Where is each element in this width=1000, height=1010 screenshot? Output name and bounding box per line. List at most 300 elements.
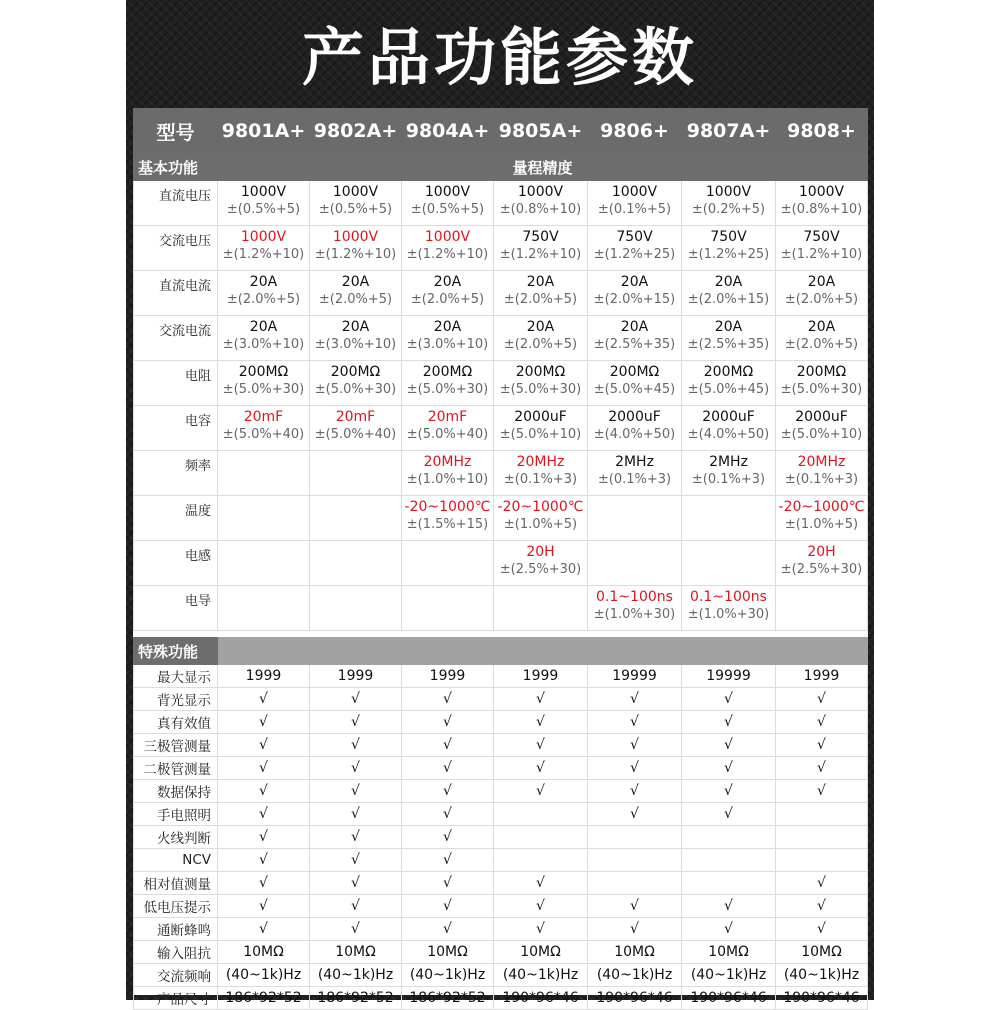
spec-cell [402,316,494,361]
spec-range: 20A [433,274,462,290]
spec-range: 1000V [332,184,379,200]
spec-range: 20mF [335,409,376,425]
spec-cell [588,406,682,451]
check-mark-icon: √ [218,895,310,918]
feature-label: 低电压提示 [134,895,218,918]
spec-accuracy: ±(5.0%+40) [406,427,489,442]
spec-range: 1000V [332,229,379,245]
model-name: 9805A+ [494,109,588,154]
spec-range: 20A [249,274,278,290]
spec-range: 20mF [427,409,468,425]
feature-label: 交流频响 [134,964,218,987]
spec-cell [310,406,402,451]
spec-row [134,586,868,631]
feature-row [134,734,868,757]
check-mark-icon: √ [588,780,682,803]
model-name: 9806+ [588,109,682,154]
spec-accuracy: ±(2.0%+5) [784,337,859,352]
spec-cell [588,181,682,226]
feature-row [134,964,868,987]
feature-row [134,803,868,826]
feature-value: 19999 [682,665,776,688]
check-mark-icon: √ [218,803,310,826]
feature-label: 相对值测量 [134,872,218,895]
feature-value: 10MΩ [218,941,310,964]
section-special-label: 特殊功能 [134,638,218,665]
spec-cell [776,496,868,541]
spec-cell [588,541,682,586]
spec-label: 电阻 [134,361,218,406]
spec-accuracy: ±(3.0%+10) [406,337,489,352]
spec-row [134,451,868,496]
feature-value: 190*96*46 [682,987,776,1010]
spec-cell [494,496,588,541]
spec-cell [402,451,494,496]
spec-cell [776,586,868,631]
spec-range: 2000uF [514,409,567,425]
spec-accuracy: ±(0.5%+5) [318,202,393,217]
model-name: 9804A+ [402,109,494,154]
feature-value: 186*92*52 [310,987,402,1010]
feature-value [776,826,868,849]
check-mark-icon: √ [494,688,588,711]
spec-accuracy: ±(5.0%+10) [780,427,863,442]
spec-label: 温度 [134,496,218,541]
spec-range: 1000V [240,184,287,200]
check-mark-icon: √ [682,780,776,803]
check-mark-icon: √ [310,711,402,734]
check-mark-icon: √ [682,918,776,941]
check-mark-icon: √ [310,895,402,918]
check-mark-icon: √ [310,780,402,803]
spec-cell [310,541,402,586]
spec-range: 1000V [611,184,658,200]
feature-row [134,872,868,895]
check-mark-icon: √ [218,688,310,711]
check-mark-icon: √ [776,918,868,941]
check-mark-icon: √ [682,895,776,918]
spec-cell [494,316,588,361]
check-mark-icon: √ [494,734,588,757]
feature-value: 190*96*46 [494,987,588,1010]
feature-label: 最大显示 [134,665,218,688]
feature-value: (40~1k)Hz [218,964,310,987]
spec-accuracy: ±(3.0%+10) [222,337,305,352]
spec-accuracy: ±(2.5%+35) [687,337,770,352]
feature-value: 1999 [776,665,868,688]
spec-label: 电容 [134,406,218,451]
feature-row [134,688,868,711]
check-mark-icon: √ [402,757,494,780]
feature-value: 190*96*46 [588,987,682,1010]
spec-row [134,361,868,406]
spec-accuracy: ±(5.0%+30) [314,382,397,397]
spec-accuracy: ±(1.2%+10) [406,247,489,262]
spec-cell [310,451,402,496]
spec-range: 1000V [424,184,471,200]
spec-range: 200MΩ [330,364,381,380]
feature-value [588,826,682,849]
feature-value: 10MΩ [776,941,868,964]
spec-cell [218,406,310,451]
spec-range: 20mF [243,409,284,425]
feature-label: 火线判断 [134,826,218,849]
gap-cell [682,631,776,638]
spec-cell [494,181,588,226]
spec-row [134,181,868,226]
spec-accuracy: ±(0.2%+5) [691,202,766,217]
feature-row [134,987,868,1010]
page-title: 产品功能参数 [301,21,698,94]
check-mark-icon: √ [494,872,588,895]
spec-range: 20A [341,274,370,290]
spec-cell [588,586,682,631]
feature-label: 数据保持 [134,780,218,803]
spec-cell [682,181,776,226]
spec-range: 200MΩ [609,364,660,380]
check-mark-icon: √ [682,711,776,734]
check-mark-icon: √ [402,780,494,803]
feature-row [134,780,868,803]
spec-cell [776,316,868,361]
feature-label: 输入阻抗 [134,941,218,964]
spec-range: 20A [249,319,278,335]
feature-row [134,895,868,918]
spec-accuracy: ±(4.0%+50) [593,427,676,442]
spec-cell [310,271,402,316]
spec-cell [402,361,494,406]
feature-label: 背光显示 [134,688,218,711]
model-name: 9802A+ [310,109,402,154]
feature-row [134,849,868,872]
spec-accuracy: ±(1.0%+30) [593,607,676,622]
spec-cell [776,361,868,406]
spec-accuracy: ±(2.0%+15) [593,292,676,307]
check-mark-icon: √ [310,803,402,826]
spec-cell [682,316,776,361]
check-mark-icon: √ [776,734,868,757]
spec-cell [494,541,588,586]
spec-accuracy: ±(0.1%+3) [784,472,859,487]
check-mark-icon: √ [218,757,310,780]
spec-cell [218,541,310,586]
spec-cell [402,406,494,451]
feature-value: (40~1k)Hz [682,964,776,987]
check-mark-icon: √ [310,918,402,941]
feature-label: 真有效值 [134,711,218,734]
section-basic-row [134,154,868,181]
feature-value: 1999 [494,665,588,688]
spec-cell [682,496,776,541]
check-mark-icon: √ [682,688,776,711]
check-mark-icon: √ [588,803,682,826]
feature-value [682,826,776,849]
spec-range: 20H [807,544,836,560]
check-mark-icon: √ [776,780,868,803]
check-mark-icon: √ [310,826,402,849]
spec-accuracy: ±(0.8%+10) [780,202,863,217]
check-mark-icon: √ [588,895,682,918]
spec-label: 直流电流 [134,271,218,316]
feature-value [494,826,588,849]
spec-range: 20MHz [516,454,565,470]
check-mark-icon: √ [218,826,310,849]
check-mark-icon: √ [402,803,494,826]
check-mark-icon: √ [310,688,402,711]
spec-accuracy: ±(0.1%+3) [691,472,766,487]
check-mark-icon: √ [494,918,588,941]
spec-range: 20MHz [423,454,472,470]
spec-accuracy: ±(1.0%+5) [503,517,578,532]
spec-cell [310,181,402,226]
check-mark-icon: √ [588,757,682,780]
feature-label: 通断蜂鸣 [134,918,218,941]
spec-cell [310,496,402,541]
spec-cell [682,406,776,451]
model-name: 9801A+ [218,109,310,154]
feature-value [588,849,682,872]
spec-cell [494,451,588,496]
spec-row [134,541,868,586]
spec-row [134,406,868,451]
feature-row [134,826,868,849]
spec-cell [218,181,310,226]
feature-value: 10MΩ [494,941,588,964]
check-mark-icon: √ [682,803,776,826]
spec-accuracy: ±(1.0%+30) [687,607,770,622]
spec-cell [218,271,310,316]
spec-accuracy: ±(2.0%+5) [226,292,301,307]
spec-cell [218,496,310,541]
spec-label: 直流电压 [134,181,218,226]
spec-cell [776,541,868,586]
check-mark-icon: √ [402,895,494,918]
gap-cell [494,631,588,638]
feature-value: 186*92*52 [402,987,494,1010]
spec-range: 2MHz [615,454,654,470]
feature-value: 1999 [218,665,310,688]
spec-cell [218,316,310,361]
spec-accuracy: ±(2.5%+30) [499,562,582,577]
spec-label: 交流电压 [134,226,218,271]
spec-cell [776,181,868,226]
spec-accuracy: ±(2.0%+5) [784,292,859,307]
spec-range: 0.1~100ns [596,589,673,605]
spec-cell [494,361,588,406]
feature-value: (40~1k)Hz [310,964,402,987]
spec-table [133,108,868,1010]
section-basic-sub: 量程精度 [218,154,868,181]
spec-range: 750V [522,229,559,245]
spec-range: 20A [807,274,836,290]
check-mark-icon: √ [588,918,682,941]
spec-cell [402,226,494,271]
section-special-row [134,638,868,665]
spec-cell [682,226,776,271]
spec-range: 1000V [517,184,564,200]
spec-range: -20~1000℃ [404,499,491,515]
check-mark-icon: √ [776,711,868,734]
gap-cell [776,631,868,638]
check-mark-icon: √ [402,826,494,849]
spec-range: 2000uF [795,409,848,425]
check-mark-icon: √ [402,872,494,895]
spec-cell [588,496,682,541]
feature-value: 10MΩ [310,941,402,964]
spec-accuracy: ±(1.2%+10) [314,247,397,262]
check-mark-icon: √ [218,780,310,803]
check-mark-icon: √ [402,849,494,872]
spec-cell [494,226,588,271]
spec-accuracy: ±(0.1%+5) [597,202,672,217]
spec-cell [218,586,310,631]
spec-cell [402,586,494,631]
feature-value: (40~1k)Hz [494,964,588,987]
spec-cell [310,586,402,631]
check-mark-icon: √ [310,849,402,872]
check-mark-icon: √ [682,757,776,780]
spec-cell [588,271,682,316]
check-mark-icon: √ [776,872,868,895]
spec-range: 2MHz [709,454,748,470]
spec-range: 20H [526,544,555,560]
spec-range: 750V [616,229,653,245]
feature-value [588,872,682,895]
feature-label: 二极管测量 [134,757,218,780]
check-mark-icon: √ [494,757,588,780]
spec-cell [588,316,682,361]
spec-range: 20A [714,274,743,290]
spec-cell [776,451,868,496]
feature-value [682,849,776,872]
feature-value [776,803,868,826]
spec-label: 电导 [134,586,218,631]
check-mark-icon: √ [218,711,310,734]
section-special-bar [218,638,868,665]
check-mark-icon: √ [776,688,868,711]
spec-range: 1000V [424,229,471,245]
feature-value: 186*92*52 [218,987,310,1010]
check-mark-icon: √ [218,849,310,872]
feature-value: (40~1k)Hz [588,964,682,987]
feature-value: 1999 [402,665,494,688]
check-mark-icon: √ [494,711,588,734]
feature-value: 10MΩ [402,941,494,964]
spec-accuracy: ±(1.0%+5) [784,517,859,532]
check-mark-icon: √ [218,872,310,895]
spec-accuracy: ±(3.0%+10) [314,337,397,352]
gap-cell [588,631,682,638]
spec-range: 200MΩ [703,364,754,380]
check-mark-icon: √ [218,918,310,941]
spec-range: 20A [341,319,370,335]
spec-accuracy: ±(5.0%+45) [593,382,676,397]
check-mark-icon: √ [494,780,588,803]
spec-accuracy: ±(2.5%+35) [593,337,676,352]
spec-cell [310,226,402,271]
spec-cell [588,361,682,406]
feature-value: (40~1k)Hz [402,964,494,987]
spec-cell [402,496,494,541]
spec-accuracy: ±(2.5%+30) [780,562,863,577]
spec-row [134,226,868,271]
check-mark-icon: √ [310,757,402,780]
spec-cell [218,226,310,271]
spec-cell [310,361,402,406]
spec-accuracy: ±(4.0%+50) [687,427,770,442]
check-mark-icon: √ [310,872,402,895]
model-header-label: 型号 [134,109,218,154]
spec-accuracy: ±(2.0%+5) [318,292,393,307]
spec-accuracy: ±(2.0%+15) [687,292,770,307]
spec-range: 2000uF [608,409,661,425]
spec-accuracy: ±(2.0%+5) [503,337,578,352]
spec-range: 20A [714,319,743,335]
feature-label: 产品尺寸 [134,987,218,1010]
spec-cell [588,451,682,496]
spec-accuracy: ±(2.0%+5) [410,292,485,307]
spec-range: 20A [620,274,649,290]
spec-accuracy: ±(1.2%+10) [780,247,863,262]
model-name: 9808+ [776,109,868,154]
feature-label: 三极管测量 [134,734,218,757]
gap-cell [402,631,494,638]
spec-table-body [134,109,868,1010]
check-mark-icon: √ [218,734,310,757]
spec-range: 0.1~100ns [690,589,767,605]
spec-accuracy: ±(1.2%+25) [687,247,770,262]
spec-cell [402,271,494,316]
spec-range: 20A [526,319,555,335]
spec-range: 200MΩ [422,364,473,380]
spec-cell [682,451,776,496]
spec-accuracy: ±(5.0%+45) [687,382,770,397]
check-mark-icon: √ [776,895,868,918]
spec-cell [682,271,776,316]
feature-row [134,941,868,964]
spec-label: 电感 [134,541,218,586]
model-header-row [134,109,868,154]
spec-label: 频率 [134,451,218,496]
feature-value [776,849,868,872]
gap-cell [310,631,402,638]
spec-range: 20A [620,319,649,335]
check-mark-icon: √ [776,757,868,780]
spec-cell [682,586,776,631]
feature-label: NCV [134,849,218,872]
spec-range: 20A [433,319,462,335]
spec-cell [494,406,588,451]
spec-accuracy: ±(1.2%+10) [499,247,582,262]
feature-value [494,803,588,826]
feature-row [134,757,868,780]
feature-value: 10MΩ [682,941,776,964]
spec-cell [402,541,494,586]
gap-cell [218,631,310,638]
check-mark-icon: √ [494,895,588,918]
spec-accuracy: ±(1.5%+15) [406,517,489,532]
spec-cell [588,226,682,271]
feature-row [134,665,868,688]
spec-cell [776,271,868,316]
spec-accuracy: ±(0.8%+10) [499,202,582,217]
check-mark-icon: √ [402,918,494,941]
spec-range: -20~1000℃ [778,499,865,515]
spec-cell [310,316,402,361]
check-mark-icon: √ [588,711,682,734]
check-mark-icon: √ [402,688,494,711]
model-name: 9807A+ [682,109,776,154]
